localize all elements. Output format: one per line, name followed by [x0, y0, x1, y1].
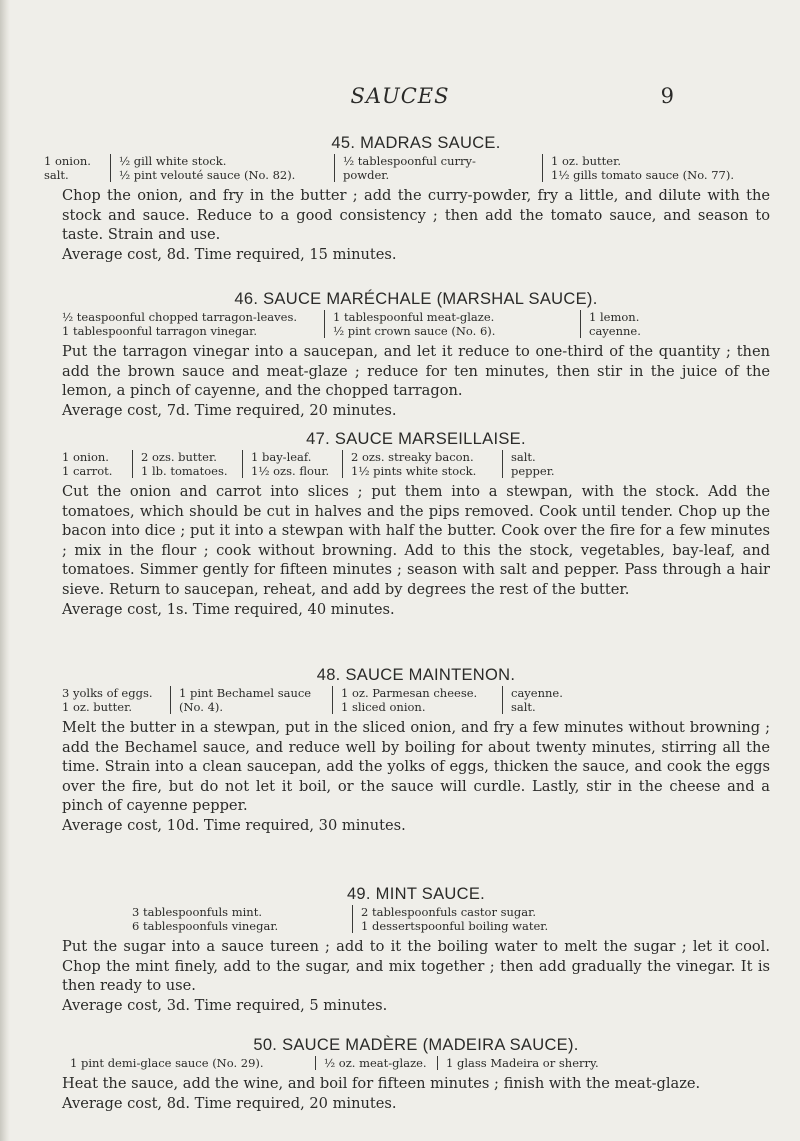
recipe-cost: Average cost, 8d. Time required, 15 minutes.: [62, 245, 397, 263]
ingredient: 1 oz. Parmesan cheese.: [341, 686, 478, 700]
ingredient-column: [352, 905, 548, 933]
recipe-cost: Average cost, 8d. Time required, 20 minutes.: [62, 1094, 397, 1112]
ingredient: 1 onion.: [62, 450, 109, 464]
ingredient: 1½ ozs. flour.: [251, 464, 330, 478]
recipe-title: 50. SAUCE MADÈRE (MADEIRA SAUCE).: [253, 1036, 579, 1054]
ingredient-list: [62, 905, 770, 937]
recipe-method: Heat the sauce, add the wine, and boil for fifteen minutes ; finish with the meat-glaze.: [62, 1075, 701, 1092]
ingredient: 1½ gills tomato sauce (No. 77).: [551, 168, 735, 182]
ingredient: 1 dessertspoonful boiling water.: [361, 919, 549, 933]
recipe-cost: Average cost, 7d. Time required, 20 minutes.: [62, 401, 397, 419]
ingredient: 1½ pints white stock.: [351, 464, 477, 478]
ingredient: ½ gill white stock.: [119, 154, 227, 168]
ingredient-column: [44, 154, 91, 182]
ingredient: 1 oz. butter.: [62, 700, 132, 714]
ingredient: ½ pint crown sauce (No. 6).: [333, 324, 496, 338]
ingredient-column: [580, 310, 641, 338]
ingredient: salt.: [511, 450, 536, 464]
ingredient: 1 bay-leaf.: [251, 450, 312, 464]
ingredient: cayenne.: [511, 686, 563, 700]
ingredient-list: [62, 450, 770, 482]
ingredient: 1 lemon.: [589, 310, 640, 324]
ingredient-column: [542, 154, 734, 182]
ingredient-column: [132, 450, 228, 478]
ingredient-column: [170, 686, 311, 714]
recipe-sauce-marseillaise: [62, 428, 770, 619]
running-title: SAUCES: [350, 84, 450, 108]
ingredient: 2 ozs. butter.: [141, 450, 217, 464]
ingredient-list: [62, 1056, 770, 1074]
ingredient-column: [132, 905, 278, 933]
ingredient-list: [62, 686, 770, 718]
ingredient-column: [502, 686, 563, 714]
ingredient-column: [437, 1056, 599, 1070]
recipe-cost: Average cost, 10d. Time required, 30 minutes.: [62, 816, 406, 834]
recipe-title: 47. SAUCE MARSEILLAISE.: [306, 430, 526, 448]
ingredient: 1 pint demi-glace sauce (No. 29).: [70, 1056, 264, 1070]
ingredient-column: [502, 450, 555, 478]
recipe-sauce-madere: [62, 1034, 770, 1113]
ingredient: 3 yolks of eggs.: [62, 686, 153, 700]
ingredient: 1 pint Bechamel sauce: [179, 686, 312, 700]
page-header: [0, 84, 800, 114]
ingredient: ½ tablespoonful curry-: [343, 154, 476, 168]
recipe-title: 48. SAUCE MAINTENON.: [316, 666, 516, 684]
ingredient: 2 tablespoonfuls castor sugar.: [361, 905, 537, 919]
ingredient: 1 glass Madeira or sherry.: [446, 1056, 599, 1070]
ingredient-column: [62, 310, 297, 338]
recipe-method: Chop the onion, and fry in the butter ; add the curry-powder, fry a little, and dilute with the stock and sauce. Reduce to a good consistency ; then add the tomato sauce, and season to taste. Strain and use.: [62, 187, 770, 244]
recipe-method: Cut the onion and carrot into slices ; put them into a stewpan, with the stock. Add the tomatoes, which should be cut in halves and the pips removed. Cook until tender. Chop up the bacon into dice ; put it into a stewpan with half the butter. Cook over the fire for a few minutes ; mix in the flour ; cook without browning. Add to this the stock, vegetables, bay-leaf, and tomatoes. Simmer gently for fifteen minutes ; season with salt and pepper. Pass through a hair sieve. Return to saucepan, reheat, and add by degrees the rest of the butter.: [62, 483, 770, 598]
ingredient: salt.: [511, 700, 536, 714]
recipe-madras-sauce: [44, 132, 770, 264]
ingredient-column: [315, 1056, 427, 1070]
recipe-cost: Average cost, 1s. Time required, 40 minutes.: [62, 600, 395, 618]
ingredient-list: [44, 154, 770, 186]
recipe-method: Put the sugar into a sauce tureen ; add to it the boiling water to melt the sugar ; let it cool. Chop the mint finely, add to the sugar, and mix together ; then add gradually the vinegar. It is then ready to use.: [62, 938, 770, 995]
ingredient: 3 tablespoonfuls mint.: [132, 905, 262, 919]
page-number: 9: [660, 84, 674, 108]
ingredient: 6 tablespoonfuls vinegar.: [132, 919, 279, 933]
page-edge-shadow: [0, 0, 10, 1141]
ingredient: 1 onion.: [44, 154, 91, 168]
recipe-sauce-marechale: [62, 288, 770, 420]
recipe-method: Melt the butter in a stewpan, put in the sliced onion, and fry a few minutes without browning ; add the Bechamel sauce, and reduce well by boiling for about twenty minutes, stirring all the time. Strain into a clean saucepan, add the yolks of eggs, thicken the sauce, and cook the eggs over the fire, but do not let it boil, or the sauce will curdle. Lastly, stir in the cheese and a pinch of cayenne pepper.: [62, 719, 770, 815]
ingredient-column: [62, 450, 112, 478]
ingredient-column: [110, 154, 295, 182]
ingredient: 2 ozs. streaky bacon.: [351, 450, 474, 464]
ingredient: 1 sliced onion.: [341, 700, 426, 714]
ingredient: 1 tablespoonful tarragon vinegar.: [62, 324, 257, 338]
recipe-cost: Average cost, 3d. Time required, 5 minutes.: [62, 996, 388, 1014]
recipe-title: 49. MINT SAUCE.: [346, 885, 486, 903]
recipe-mint-sauce: [62, 883, 770, 1015]
ingredient: 1 lb. tomatoes.: [141, 464, 228, 478]
ingredient-column: [334, 154, 476, 182]
ingredient-column: [70, 1056, 264, 1070]
ingredient-list: [62, 310, 770, 342]
recipe-method: Put the tarragon vinegar into a saucepan, and let it reduce to one-third of the quantity ; then add the brown sauce and meat-glaze ; reduce for ten minutes, then stir in the juice of the lemon, a pinch of cayenne, and the chopped tarragon.: [62, 343, 770, 400]
ingredient-column: [324, 310, 495, 338]
ingredient: ½ pint velouté sauce (No. 82).: [119, 168, 296, 182]
ingredient-column: [332, 686, 477, 714]
recipe-title: 46. SAUCE MARÉCHALE (MARSHAL SAUCE).: [234, 290, 598, 308]
ingredient: 1 tablespoonful meat-glaze.: [333, 310, 495, 324]
ingredient-column: [242, 450, 329, 478]
ingredient: salt.: [44, 168, 69, 182]
ingredient: powder.: [343, 168, 390, 182]
ingredient: pepper.: [511, 464, 555, 478]
recipe-title: 45. MADRAS SAUCE.: [331, 134, 501, 152]
ingredient: cayenne.: [589, 324, 641, 338]
recipe-sauce-maintenon: [62, 664, 770, 836]
ingredient: ½ oz. meat-glaze.: [324, 1056, 427, 1070]
ingredient-column: [62, 686, 153, 714]
ingredient: 1 carrot.: [62, 464, 113, 478]
ingredient: 1 oz. butter.: [551, 154, 621, 168]
ingredient: ½ teaspoonful chopped tarragon-leaves.: [62, 310, 298, 324]
ingredient-column: [342, 450, 476, 478]
ingredient: (No. 4).: [179, 700, 224, 714]
